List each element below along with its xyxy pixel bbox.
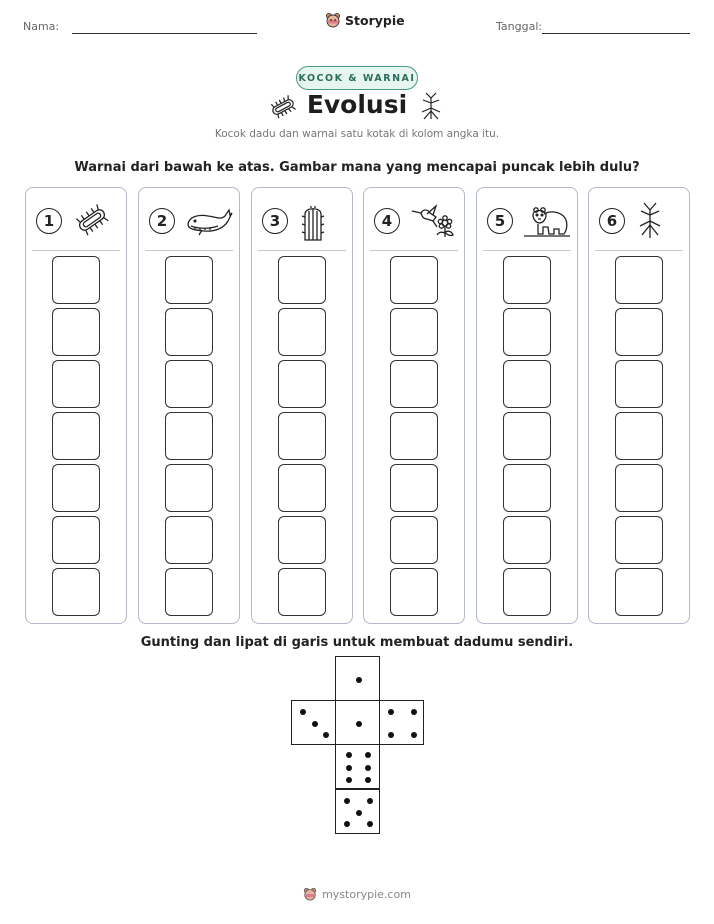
footer-site: mystorypie.com (322, 887, 411, 901)
die-pip (346, 752, 352, 758)
cactus-icon (298, 202, 328, 246)
bacteria-icon (72, 202, 112, 242)
die-face-bottom (335, 789, 380, 834)
column-header (487, 202, 567, 238)
polar-bear-icon (523, 202, 571, 242)
column-number: 1 (36, 208, 62, 234)
brand-logo (325, 12, 405, 28)
storypie-footer-icon (303, 887, 317, 901)
evolution-column (251, 187, 353, 624)
column-divider (483, 250, 571, 251)
color-box[interactable] (390, 256, 438, 304)
die-pip (346, 765, 352, 771)
die-pip (411, 732, 417, 738)
color-box[interactable] (278, 516, 326, 564)
page-footer (0, 887, 714, 901)
column-divider (595, 250, 683, 251)
color-box[interactable] (165, 412, 213, 460)
die-pip (344, 821, 350, 827)
color-box[interactable] (165, 308, 213, 356)
color-box[interactable] (165, 568, 213, 616)
color-box[interactable] (52, 516, 100, 564)
die-pip (388, 732, 394, 738)
color-box[interactable] (390, 568, 438, 616)
die-face-left (291, 700, 336, 745)
color-box[interactable] (615, 360, 663, 408)
die-pip (367, 821, 373, 827)
die-pip (346, 777, 352, 783)
column-divider (370, 250, 458, 251)
color-box[interactable] (52, 256, 100, 304)
color-box[interactable] (615, 412, 663, 460)
cut-instruction: Gunting dan lipat di garis untuk membuat dadumu sendiri. (140, 635, 574, 650)
column-divider (258, 250, 346, 251)
die-pip (356, 721, 362, 727)
column-header (374, 202, 454, 238)
color-box[interactable] (503, 308, 551, 356)
color-box[interactable] (615, 568, 663, 616)
color-box[interactable] (615, 256, 663, 304)
column-number: 5 (487, 208, 513, 234)
color-box[interactable] (390, 464, 438, 512)
evolution-column (476, 187, 578, 624)
die-pip (365, 765, 371, 771)
color-box[interactable] (52, 308, 100, 356)
column-number: 3 (262, 208, 288, 234)
column-number: 6 (599, 208, 625, 234)
color-box[interactable] (390, 360, 438, 408)
activity-badge: KOCOK & WARNAI (296, 66, 418, 90)
color-box[interactable] (390, 308, 438, 356)
die-face-lower (335, 744, 380, 789)
coloring-instruction: Warnai dari bawah ke atas. Gambar mana yang mencapai puncak lebih dulu? (74, 160, 640, 175)
die-pip (323, 732, 329, 738)
column-header (599, 202, 679, 238)
brand-name: Storypie (345, 12, 405, 28)
evolution-column (588, 187, 690, 624)
die-face-right (379, 700, 424, 745)
color-box[interactable] (52, 360, 100, 408)
color-box[interactable] (615, 516, 663, 564)
die-pip (356, 810, 362, 816)
color-box[interactable] (278, 360, 326, 408)
name-line (72, 33, 257, 34)
evolution-column (25, 187, 127, 624)
column-divider (32, 250, 120, 251)
color-box[interactable] (278, 256, 326, 304)
insect-title-icon (418, 92, 444, 122)
hummingbird-flower-icon (410, 202, 458, 242)
die-pip (365, 777, 371, 783)
die-face-center (335, 700, 380, 745)
color-box[interactable] (165, 256, 213, 304)
page-subtitle: Kocok dadu dan warnai satu kotak di kolom angka itu. (214, 128, 500, 140)
color-box[interactable] (278, 464, 326, 512)
color-box[interactable] (52, 412, 100, 460)
die-pip (388, 709, 394, 715)
column-number: 2 (149, 208, 175, 234)
color-box[interactable] (165, 464, 213, 512)
color-box[interactable] (390, 516, 438, 564)
color-box[interactable] (165, 516, 213, 564)
date-label: Tanggal: (496, 20, 543, 33)
color-box[interactable] (278, 308, 326, 356)
color-box[interactable] (278, 568, 326, 616)
die-pip (356, 677, 362, 683)
column-header (149, 202, 229, 238)
color-box[interactable] (503, 464, 551, 512)
color-box[interactable] (52, 464, 100, 512)
die-pip (312, 721, 318, 727)
die-pip (367, 798, 373, 804)
color-box[interactable] (503, 360, 551, 408)
color-box[interactable] (52, 568, 100, 616)
die-pip (300, 709, 306, 715)
page-title: Evolusi (306, 90, 408, 119)
die-pip (344, 798, 350, 804)
column-header (36, 202, 116, 238)
storypie-mascot-icon (325, 12, 341, 28)
name-label: Nama: (23, 20, 60, 33)
die-pip (365, 752, 371, 758)
die-pip (411, 709, 417, 715)
evolution-column (363, 187, 465, 624)
page-header (0, 0, 714, 50)
column-divider (145, 250, 233, 251)
color-box[interactable] (503, 412, 551, 460)
whale-icon (185, 202, 233, 242)
color-box[interactable] (503, 256, 551, 304)
color-box[interactable] (390, 412, 438, 460)
color-box[interactable] (165, 360, 213, 408)
date-line (542, 33, 690, 34)
evolution-column (138, 187, 240, 624)
die-face-top (335, 656, 380, 701)
stick-insect-icon (635, 202, 665, 246)
column-header (262, 202, 342, 238)
color-box[interactable] (503, 568, 551, 616)
column-number: 4 (374, 208, 400, 234)
color-box[interactable] (278, 412, 326, 460)
color-box[interactable] (615, 308, 663, 356)
color-box[interactable] (503, 516, 551, 564)
color-box[interactable] (615, 464, 663, 512)
